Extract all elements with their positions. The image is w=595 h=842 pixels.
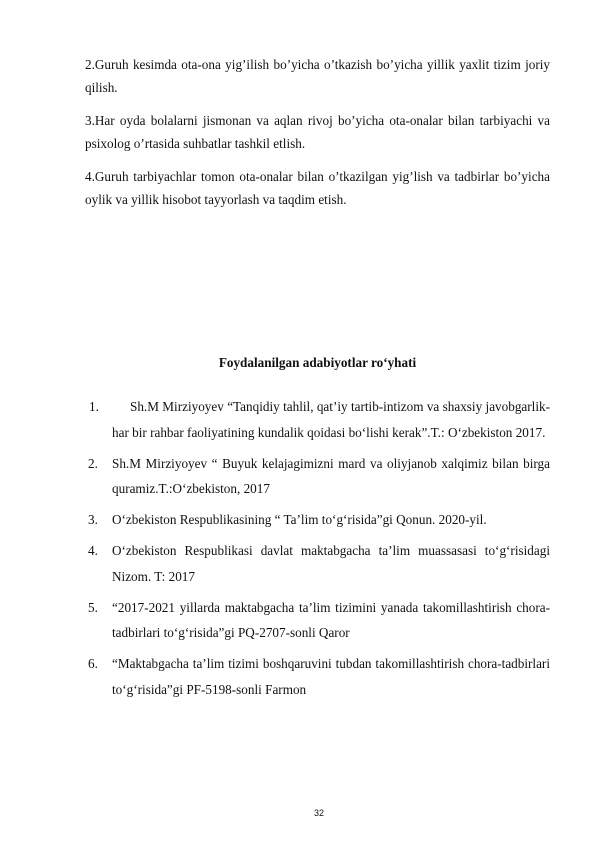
reference-text: Sh.M Mirziyoyev “ Buyuk kelajagimizni mard va oliyjanob xalqimiz bilan birga quramiz.T.:O‘zbekiston, 2017 xyxy=(112,455,550,496)
reference-number: 4. xyxy=(88,543,98,558)
paragraph-3: 4.Guruh tarbiyachlar tomon ota-onalar bilan o’tkazilgan yig’lish va tadbirlar bo’yicha oylik va yillik hisobot tayyorlash va taqdim etish. xyxy=(85,169,550,207)
references-list xyxy=(85,394,550,708)
reference-text: “Maktabgacha ta’lim tizimi boshqaruvini tubdan takomillashtirish chora-tadbirlari to‘g‘risida”gi PF-5198-sonli Farmon xyxy=(112,656,550,697)
reference-number: 2. xyxy=(88,455,98,471)
reference-item xyxy=(85,507,550,533)
reference-text: “2017-2021 yillarda maktabgacha ta’lim tizimini yanada takomillashtirish chora-tadbirlari to‘g‘risida”gi PQ-2707-sonli Qaror xyxy=(112,599,550,640)
reference-item xyxy=(85,538,550,589)
reference-item xyxy=(85,595,550,646)
reference-text: O‘zbekiston Respublikasi davlat maktabgacha ta’lim muassasasi to‘g‘risidagi Nizom. T: 2017 xyxy=(112,543,550,584)
reference-text: O‘zbekiston Respublikasining “ Ta’lim to‘g‘risida”gi Qonun. 2020-yil. xyxy=(112,512,487,527)
paragraph-2: 3.Har oyda bolalarni jismonan va aqlan rivoj bo’yicha ota-onalar bilan tarbiyachi va psixolog o’rtasida suhbatlar tashkil etlish. xyxy=(85,113,550,151)
reference-item xyxy=(85,451,550,502)
reference-number: 6. xyxy=(88,656,98,671)
reference-item xyxy=(85,651,550,702)
reference-number: 1. xyxy=(89,399,99,414)
page-number: 32 xyxy=(313,808,324,818)
reference-number: 5. xyxy=(88,599,98,615)
reference-item xyxy=(85,394,550,445)
reference-text: Sh.M Mirziyoyev “Tanqidiy tahlil, qat’iy tartib-intizom va shaxsiy javobgarlik- har bir rahbar faoliyatining kundalik qoidasi bo‘lishi kerak”.T.: O‘zbekiston 2017. xyxy=(112,399,550,440)
paragraph-1: 2.Guruh kesimda ota-ona yig’ilish bo’yicha o’tkazish bo’yicha yillik yaxlit tizim joriy qilish. xyxy=(85,57,550,95)
reference-number: 3. xyxy=(88,512,98,527)
references-heading: Foydalanilgan adabiyotlar ro‘yhati xyxy=(218,355,417,370)
